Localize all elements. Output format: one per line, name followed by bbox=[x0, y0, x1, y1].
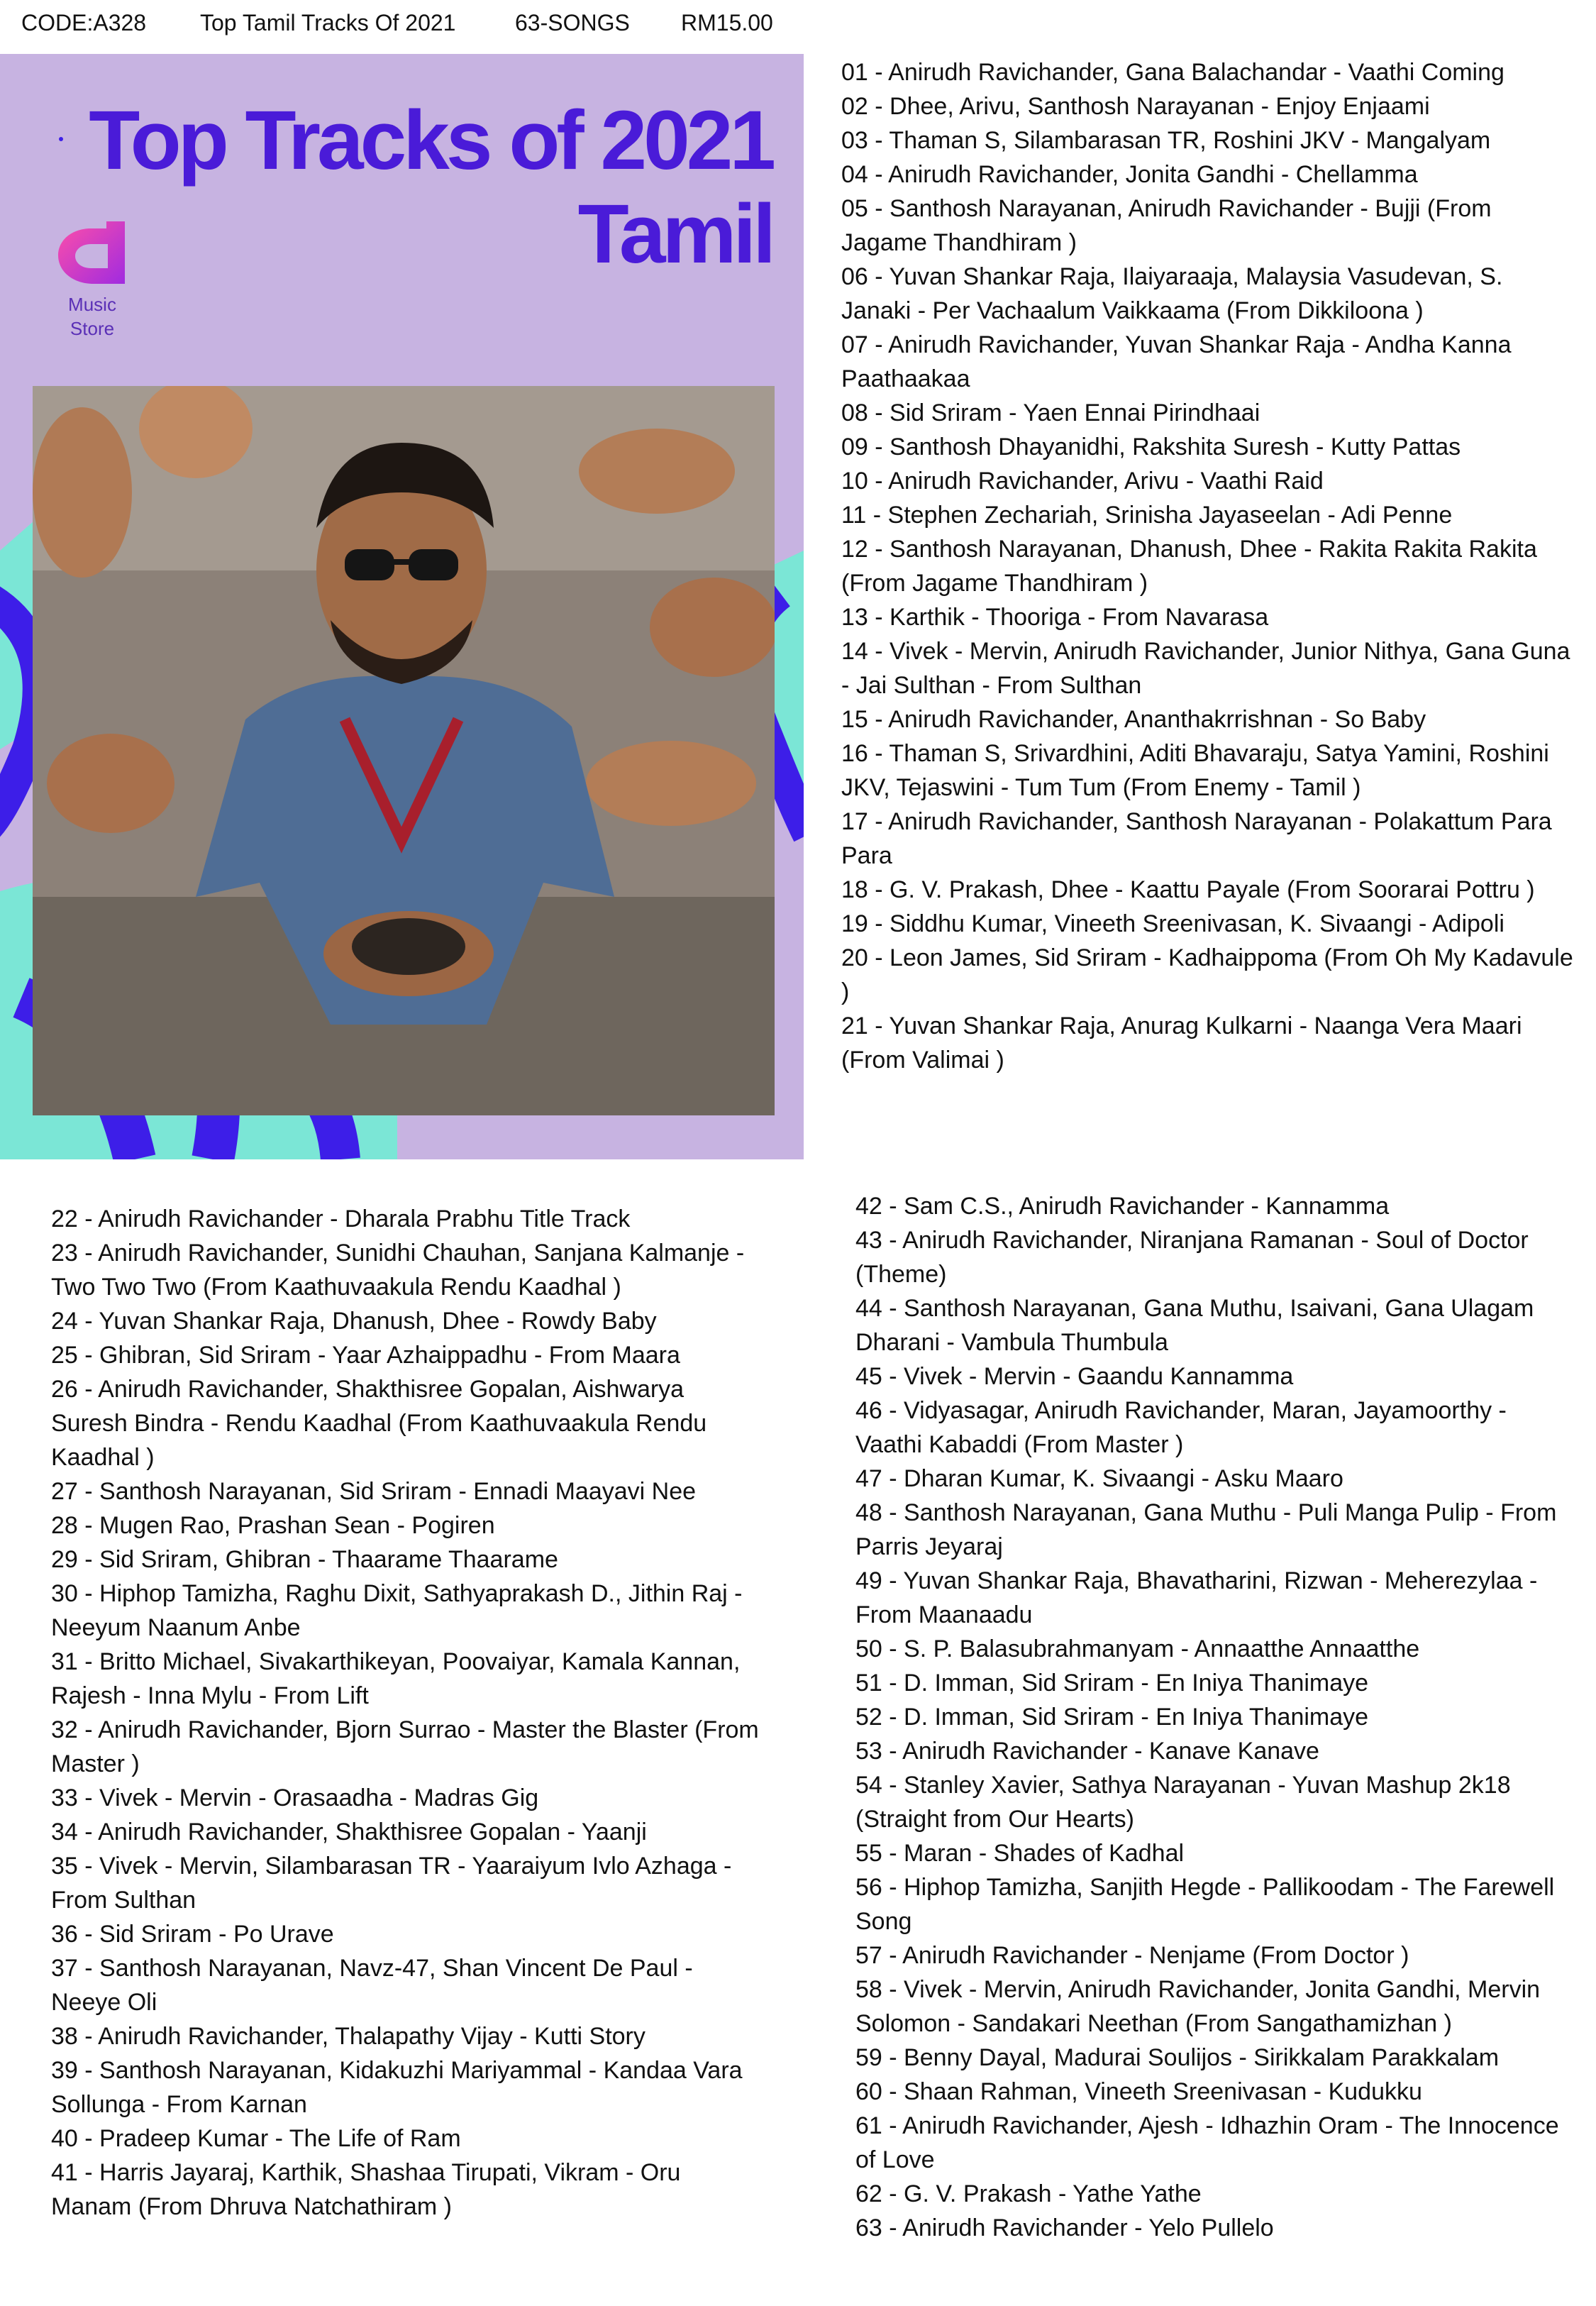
track-item: 59 - Benny Dayal, Madurai Soulijos - Sirikkalam Parakkalam bbox=[855, 2044, 1500, 2071]
track-item: 39 - Santhosh Narayanan, Kidakuzhi Mariyammal - Kandaa Vara Sollunga - From Karnan bbox=[51, 2057, 743, 2118]
track-item: 33 - Vivek - Mervin - Orasaadha - Madras Gig bbox=[51, 1784, 539, 1811]
track-item: 20 - Leon James, Sid Sriram - Kadhaippoma (From Oh My Kadavule ) bbox=[841, 944, 1573, 1005]
track-item: 21 - Yuvan Shankar Raja, Anurag Kulkarni - Naanga Vera Maari (From Valimai ) bbox=[841, 1013, 1522, 1074]
track-item: 52 - D. Imman, Sid Sriram - En Iniya Thanimaye bbox=[855, 1704, 1369, 1731]
track-item: 35 - Vivek - Mervin, Silambarasan TR - Yaaraiyum Ivlo Azhaga - From Sulthan bbox=[51, 1853, 732, 1914]
track-item: 63 - Anirudh Ravichander - Yelo Pullelo bbox=[855, 2214, 1274, 2241]
track-item: 34 - Anirudh Ravichander, Shakthisree Gopalan - Yaanji bbox=[51, 1819, 647, 1846]
track-item: 24 - Yuvan Shankar Raja, Dhanush, Dhee - Rowdy Baby bbox=[51, 1308, 657, 1335]
track-item: 12 - Santhosh Narayanan, Dhanush, Dhee - Rakita Rakita Rakita (From Jagame Thandhiram ) bbox=[841, 536, 1537, 597]
cover-title-line-1: Top Tracks of 2021 bbox=[89, 94, 772, 187]
track-item: 27 - Santhosh Narayanan, Sid Sriram - Ennadi Maayavi Nee bbox=[51, 1478, 697, 1505]
track-item: 42 - Sam C.S., Anirudh Ravichander - Kannamma bbox=[855, 1193, 1390, 1220]
cover-photo bbox=[33, 386, 775, 1115]
track-item: 43 - Anirudh Ravichander, Niranjana Ramanan - Soul of Doctor (Theme) bbox=[855, 1227, 1529, 1288]
track-item: 05 - Santhosh Narayanan, Anirudh Ravichander - Bujji (From Jagame Thandhiram ) bbox=[841, 195, 1492, 256]
track-item: 14 - Vivek - Mervin, Anirudh Ravichander, Junior Nithya, Gana Guna - Jai Sulthan - From Sulthan bbox=[841, 638, 1570, 699]
track-item: 41 - Harris Jayaraj, Karthik, Shashaa Tirupati, Vikram - Oru Manam (From Dhruva Natchathiram ) bbox=[51, 2159, 681, 2220]
header-bar bbox=[21, 10, 844, 45]
track-item: 07 - Anirudh Ravichander, Yuvan Shankar Raja - Andha Kanna Paathaakaa bbox=[841, 331, 1512, 392]
track-list-column-3 bbox=[855, 1189, 1579, 2245]
track-item: 26 - Anirudh Ravichander, Shakthisree Gopalan, Aishwarya Suresh Bindra - Rendu Kaadhal (From Kaathuvaakula Rendu Kaadhal ) bbox=[51, 1376, 707, 1471]
track-item: 44 - Santhosh Narayanan, Gana Muthu, Isaivani, Gana Ulagam Dharani - Vambula Thumbula bbox=[855, 1295, 1534, 1356]
track-list-column-1 bbox=[841, 55, 1579, 1077]
cover-title-line-2: Tamil bbox=[577, 187, 772, 281]
track-item: 32 - Anirudh Ravichander, Bjorn Surrao - Master the Blaster (From Master ) bbox=[51, 1716, 759, 1777]
song-count: 63-SONGS bbox=[515, 10, 630, 35]
track-item: 36 - Sid Sriram - Po Urave bbox=[51, 1921, 334, 1948]
track-item: 53 - Anirudh Ravichander - Kanave Kanave bbox=[855, 1738, 1319, 1765]
track-item: 46 - Vidyasagar, Anirudh Ravichander, Maran, Jayamoorthy - Vaathi Kabaddi (From Master ) bbox=[855, 1397, 1507, 1458]
track-item: 19 - Siddhu Kumar, Vineeth Sreenivasan, K. Sivaangi - Adipoli bbox=[841, 910, 1504, 937]
track-item: 15 - Anirudh Ravichander, Ananthakrrishnan - So Baby bbox=[841, 706, 1426, 733]
track-item: 40 - Pradeep Kumar - The Life of Ram bbox=[51, 2125, 461, 2152]
track-item: 16 - Thaman S, Srivardhini, Aditi Bhavaraju, Satya Yamini, Roshini JKV, Tejaswini - Tum Tum (From Enemy - Tamil ) bbox=[841, 740, 1549, 801]
track-list-column-2 bbox=[51, 1202, 760, 2224]
track-item: 51 - D. Imman, Sid Sriram - En Iniya Thanimaye bbox=[855, 1670, 1369, 1697]
track-item: 18 - G. V. Prakash, Dhee - Kaattu Payale (From Soorarai Pottru ) bbox=[841, 876, 1535, 903]
track-item: 08 - Sid Sriram - Yaen Ennai Pirindhaai bbox=[841, 399, 1260, 426]
track-item: 03 - Thaman S, Silambarasan TR, Roshini JKV - Mangalyam bbox=[841, 127, 1491, 154]
track-item: 28 - Mugen Rao, Prashan Sean - Pogiren bbox=[51, 1512, 495, 1539]
album-title: Top Tamil Tracks Of 2021 bbox=[200, 10, 456, 35]
track-item: 11 - Stephen Zechariah, Srinisha Jayaseelan - Adi Penne bbox=[841, 502, 1453, 529]
track-item: 30 - Hiphop Tamizha, Raghu Dixit, Sathyaprakash D., Jithin Raj - Neeyum Naanum Anbe bbox=[51, 1580, 743, 1641]
music-store-logo-icon bbox=[51, 216, 136, 294]
track-item: 37 - Santhosh Narayanan, Navz-47, Shan Vincent De Paul - Neeye Oli bbox=[51, 1955, 693, 2016]
logo-text-line-1: Music bbox=[68, 294, 116, 315]
track-item: 55 - Maran - Shades of Kadhal bbox=[855, 1840, 1185, 1867]
price: RM15.00 bbox=[681, 10, 773, 35]
track-item: 02 - Dhee, Arivu, Santhosh Narayanan - Enjoy Enjaami bbox=[841, 93, 1430, 120]
track-item: 13 - Karthik - Thooriga - From Navarasa bbox=[841, 604, 1269, 631]
track-item: 54 - Stanley Xavier, Sathya Narayanan - Yuvan Mashup 2k18 (Straight from Our Hearts) bbox=[855, 1772, 1511, 1833]
track-item: 57 - Anirudh Ravichander - Nenjame (From Doctor ) bbox=[855, 1942, 1409, 1969]
track-item: 45 - Vivek - Mervin - Gaandu Kannamma bbox=[855, 1363, 1294, 1390]
track-item: 09 - Santhosh Dhayanidhi, Rakshita Suresh - Kutty Pattas bbox=[841, 434, 1461, 460]
track-item: 31 - Britto Michael, Sivakarthikeyan, Poovaiyar, Kamala Kannan, Rajesh - Inna Mylu - From Lift bbox=[51, 1648, 741, 1709]
track-item: 23 - Anirudh Ravichander, Sunidhi Chauhan, Sanjana Kalmanje - Two Two Two (From Kaathuvaakula Rendu Kaadhal ) bbox=[51, 1240, 745, 1301]
track-item: 48 - Santhosh Narayanan, Gana Muthu - Puli Manga Pulip - From Parris Jeyaraj bbox=[855, 1499, 1557, 1560]
cover-title bbox=[89, 94, 772, 281]
track-item: 10 - Anirudh Ravichander, Arivu - Vaathi Raid bbox=[841, 468, 1324, 495]
product-code: CODE:A328 bbox=[21, 10, 147, 35]
track-item: 38 - Anirudh Ravichander, Thalapathy Vijay - Kutti Story bbox=[51, 2023, 645, 2050]
track-item: 56 - Hiphop Tamizha, Sanjith Hegde - Pallikoodam - The Farewell Song bbox=[855, 1874, 1555, 1935]
track-item: 25 - Ghibran, Sid Sriram - Yaar Azhaippadhu - From Maara bbox=[51, 1342, 680, 1369]
track-item: 22 - Anirudh Ravichander - Dharala Prabhu Title Track bbox=[51, 1206, 631, 1232]
track-item: 49 - Yuvan Shankar Raja, Bhavatharini, Rizwan - Meherezylaa - From Maanaadu bbox=[855, 1567, 1538, 1628]
track-item: 04 - Anirudh Ravichander, Jonita Gandhi - Chellamma bbox=[841, 161, 1418, 188]
track-item: 62 - G. V. Prakash - Yathe Yathe bbox=[855, 2180, 1202, 2207]
track-item: 06 - Yuvan Shankar Raja, Ilaiyaraaja, Malaysia Vasudevan, S. Janaki - Per Vachaalum Vaikkaama (From Dikkiloona ) bbox=[841, 263, 1503, 324]
logo-text bbox=[57, 292, 128, 341]
track-item: 47 - Dharan Kumar, K. Sivaangi - Asku Maaro bbox=[855, 1465, 1343, 1492]
track-item: 61 - Anirudh Ravichander, Ajesh - Idhazhin Oram - The Innocence of Love bbox=[855, 2112, 1559, 2173]
album-cover bbox=[0, 54, 804, 1159]
track-item: 60 - Shaan Rahman, Vineeth Sreenivasan - Kudukku bbox=[855, 2078, 1422, 2105]
track-item: 29 - Sid Sriram, Ghibran - Thaarame Thaarame bbox=[51, 1546, 558, 1573]
track-item: 17 - Anirudh Ravichander, Santhosh Narayanan - Polakattum Para Para bbox=[841, 808, 1552, 869]
track-item: 50 - S. P. Balasubrahmanyam - Annaatthe Annaatthe bbox=[855, 1635, 1420, 1662]
track-item: 58 - Vivek - Mervin, Anirudh Ravichander, Jonita Gandhi, Mervin Solomon - Sandakari Neethan (From Sangathamizhan ) bbox=[855, 1976, 1541, 2037]
track-item: 01 - Anirudh Ravichander, Gana Balachandar - Vaathi Coming bbox=[841, 59, 1504, 86]
logo-text-line-2: Store bbox=[70, 318, 115, 339]
